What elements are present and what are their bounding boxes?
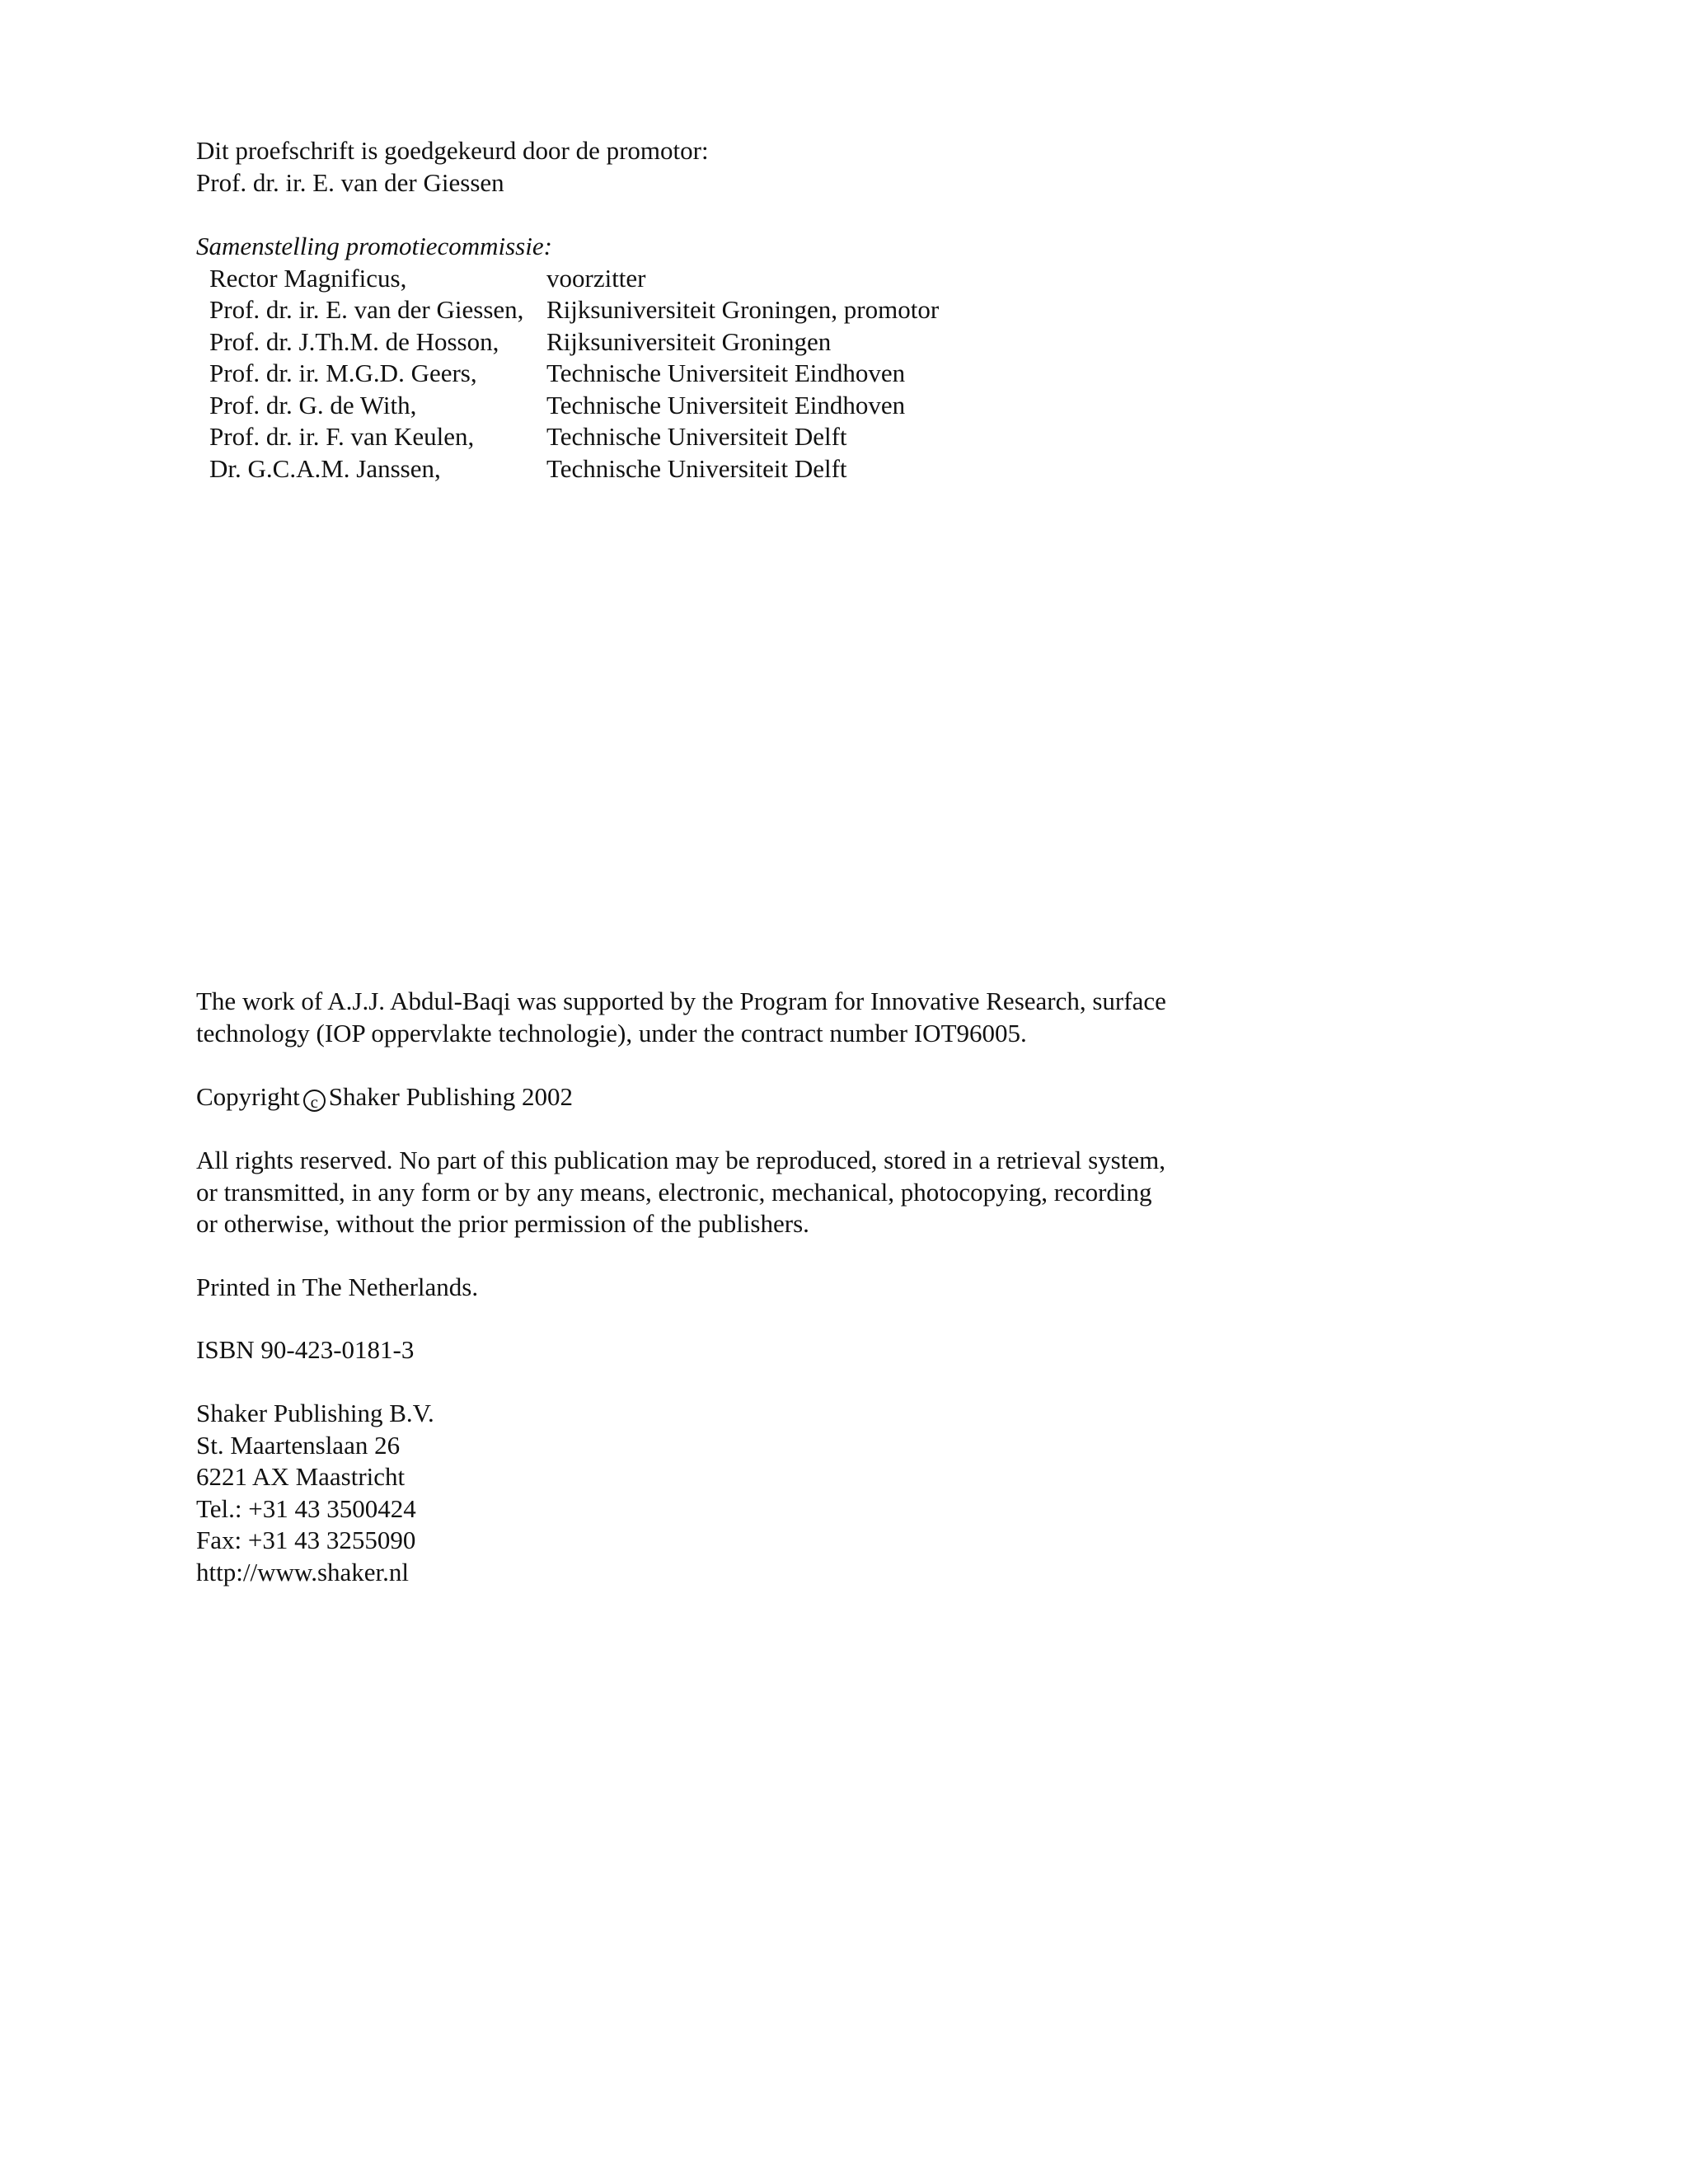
isbn (196, 1334, 414, 1366)
committee-member-name: Prof. dr. ir. M.G.D. Geers, (209, 359, 477, 387)
support-line: technology (IOP oppervlakte technologie), under the contract number IOT96005. (196, 1018, 1027, 1047)
committee-member-name: Prof. dr. G. de With, (209, 390, 417, 419)
isbn-line: ISBN 90-423-0181-3 (196, 1335, 415, 1364)
committee-block (196, 231, 939, 485)
approval-statement: Dit proefschrift is goedgekeurd door de promotor: (196, 136, 709, 165)
committee-member-affiliation: Technische Universiteit Delft (546, 422, 847, 451)
committee-row (196, 358, 939, 390)
publisher-name: Shaker Publishing B.V. (196, 1399, 434, 1427)
rights-statement (196, 1145, 1193, 1240)
committee-heading: Samenstelling promotiecommissie: (196, 232, 552, 260)
rights-line: All rights reserved. No part of this publication may be reproduced, stored in a retrieval system, (196, 1146, 1165, 1174)
committee-member-affiliation: Technische Universiteit Eindhoven (546, 359, 906, 387)
support-statement (196, 986, 1193, 1049)
committee-member-name: Prof. dr. ir. F. van Keulen, (209, 422, 475, 451)
publisher-city: 6221 AX Maastricht (196, 1462, 406, 1491)
committee-row (196, 294, 939, 326)
committee-row (196, 326, 939, 359)
committee-member-name: Prof. dr. ir. E. van der Giessen, (209, 295, 524, 324)
publisher-tel: Tel.: +31 43 3500424 (196, 1493, 416, 1523)
committee-member-affiliation: Technische Universiteit Eindhoven (546, 390, 906, 419)
copyright-prefix: Copyright (196, 1082, 300, 1111)
printed-location (196, 1272, 478, 1304)
promotor-name: Prof. dr. ir. E. van der Giessen (196, 167, 504, 197)
committee-member-name: Prof. dr. J.Th.M. de Hosson, (209, 326, 499, 356)
publisher-street: St. Maartenslaan 26 (196, 1430, 401, 1460)
copyright-line (196, 1081, 573, 1113)
printed-line: Printed in The Netherlands. (196, 1272, 479, 1301)
committee-row (196, 263, 939, 295)
approval-block (196, 135, 709, 199)
committee-member-name: Dr. G.C.A.M. Janssen, (209, 453, 441, 483)
committee-row (196, 421, 939, 453)
committee-member-affiliation: voorzitter (546, 263, 646, 293)
committee-member-affiliation: Rijksuniversiteit Groningen, promotor (546, 295, 940, 324)
copyright-holder: Shaker Publishing 2002 (328, 1082, 573, 1111)
rights-line: or transmitted, in any form or by any means, electronic, mechanical, photocopying, recording (196, 1177, 1152, 1207)
copyright-icon: c (303, 1090, 326, 1112)
committee-member-affiliation: Rijksuniversiteit Groningen (546, 326, 832, 356)
support-line: The work of A.J.J. Abdul-Baqi was supported by the Program for Innovative Research, surface (196, 987, 1166, 1015)
committee-member-affiliation: Technische Universiteit Delft (546, 453, 847, 483)
publisher-url: http://www.shaker.nl (196, 1557, 410, 1586)
publisher-fax: Fax: +31 43 3255090 (196, 1526, 416, 1554)
committee-row (196, 453, 939, 485)
committee-member-name: Rector Magnificus, (209, 263, 407, 293)
rights-line: or otherwise, without the prior permission of the publishers. (196, 1209, 809, 1238)
committee-row (196, 390, 939, 422)
publisher-address (196, 1398, 434, 1588)
